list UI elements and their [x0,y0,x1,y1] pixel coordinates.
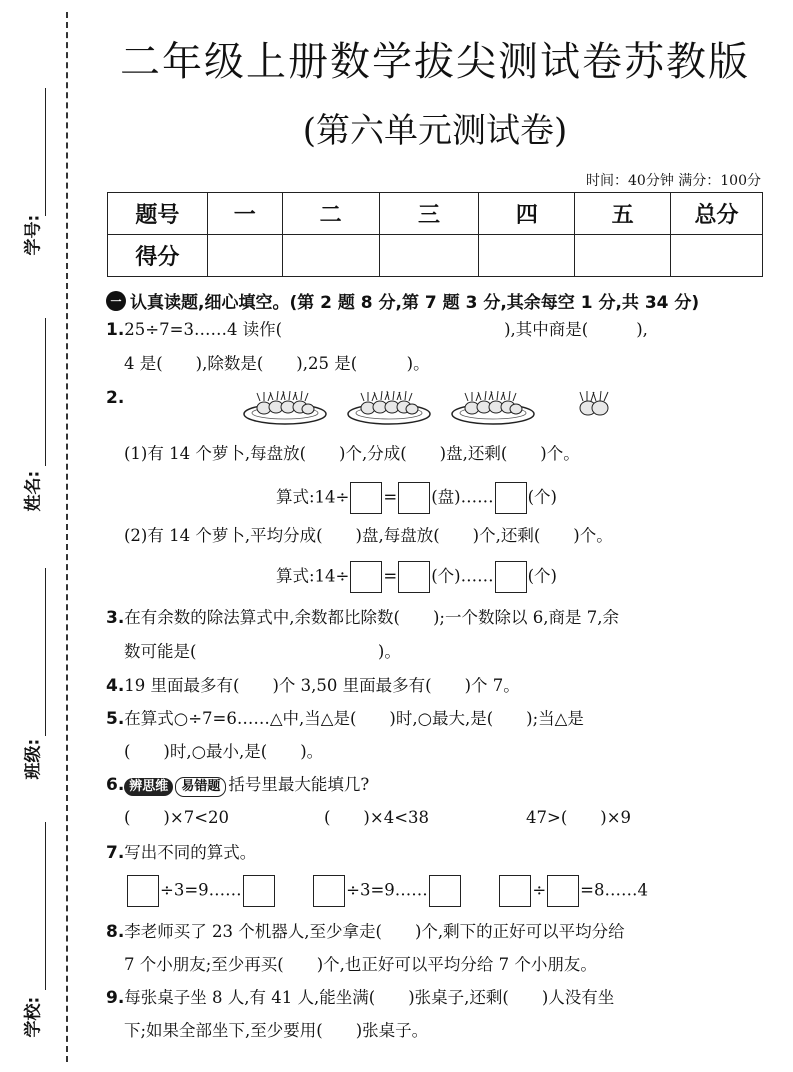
score-header-cell: 一 [207,193,282,235]
question-2-number [106,388,124,408]
question-text: 19 里面最多有( )个 3,50 里面最多有( )个 7。 [124,676,520,695]
answer-box[interactable] [547,875,579,907]
school-label: 学校: [23,996,44,1038]
binding-dashed-line [66,12,68,1062]
question-text: ), [636,320,648,339]
question-3-line-2: 数可能是( )。 [124,642,401,661]
question-number: 5. [106,709,125,729]
question-number: 4. [106,676,125,696]
section-number-badge: 一 [106,291,126,311]
answer-box[interactable] [398,482,430,514]
equation-text: ÷3=9…… [346,880,428,900]
question-5-line-2: ( )时,○最小,是( )。 [124,742,324,761]
radish-plate-icon [242,386,328,426]
equation-text: ÷ [532,880,547,900]
question-text: 李老师买了 23 个机器人,至少拿走( )个,剩下的正好可以平均分给 [124,922,625,941]
formula-text: (个)…… [431,566,494,586]
name-label: 姓名: [23,470,44,512]
question-9-line-2: 下;如果全部坐下,至少要用( )张桌子。 [124,1021,429,1040]
answer-box[interactable] [398,561,430,593]
answer-box[interactable] [127,875,159,907]
question-2-part-2: (2)有 14 个萝卜,平均分成( )盘,每盘放( )个,还剩( )个。 [124,526,613,545]
question-text: ),其中商是( [504,320,589,339]
question-number: 3. [106,608,125,628]
question-9-line-1 [106,988,614,1008]
answer-box[interactable] [495,482,527,514]
question-text: 每张桌子坐 8 人,有 41 人,能坐满( )张桌子,还剩( )人没有坐 [124,988,615,1007]
score-cell[interactable] [671,235,763,277]
answer-box[interactable] [350,561,382,593]
section-1-header [106,288,699,313]
question-6-items [124,808,631,828]
question-number: 6. [106,775,125,795]
formula-text: (盘)…… [431,487,494,507]
score-cell[interactable] [207,235,282,277]
question-number: 9. [106,988,125,1008]
answer-box[interactable] [429,875,461,907]
answer-box[interactable] [499,875,531,907]
inequality-item: ( )×7<20 [124,808,230,827]
radish-plate-icon [346,386,432,426]
score-table-header-row [108,193,763,235]
question-number: 7. [106,843,125,863]
section-1-instructions: 认真读题,细心填空。(第 2 题 8 分,第 7 题 3 分,其余每空 1 分,共 34 分) [130,293,700,313]
page-subtitle: (第六单元测试卷) [302,111,568,151]
student-id-line [45,88,46,216]
question-6 [106,775,369,797]
equation-text: =8……4 [580,880,648,900]
question-number: 8. [106,922,125,942]
question-text: 写出不同的算式。 [124,843,257,862]
score-header-cell: 题号 [108,193,208,235]
score-table [107,192,763,277]
equation-text: ÷3=9…… [160,880,242,900]
question-3-line-1 [106,608,619,628]
score-cell[interactable] [282,235,379,277]
class-label: 班级: [23,738,44,780]
score-cell[interactable] [575,235,671,277]
score-header-cell: 总分 [671,193,763,235]
thinking-tag: 辨思维 [124,778,173,796]
answer-box[interactable] [495,561,527,593]
answer-box[interactable] [243,875,275,907]
score-header-cell: 二 [282,193,379,235]
score-header-cell: 五 [575,193,671,235]
time-info: 时间：40分钟 满分：100分 [586,173,761,189]
formula-text: = [383,566,398,586]
question-number: 1. [106,320,125,340]
formula-text: 算式:14÷ [276,566,350,586]
question-text: 25÷7=3……4 读作( [124,320,283,339]
score-cell[interactable] [379,235,479,277]
score-header-cell: 四 [479,193,575,235]
answer-box[interactable] [313,875,345,907]
error-prone-tag: 易错题 [175,777,226,797]
name-line [45,318,46,466]
formula-text: (个) [527,487,557,507]
school-line [45,822,46,990]
question-1-line-1 [106,320,648,340]
score-header-cell: 三 [379,193,479,235]
radish-plate-icon [450,386,536,426]
formula-text: 算式:14÷ [276,487,350,507]
question-2-part-1: (1)有 14 个萝卜,每盘放( )个,分成( )盘,还剩( )个。 [124,444,580,463]
question-1-line-2: 4 是( ),除数是( ),25 是( )。 [124,354,430,373]
page-title: 二年级上册数学拔尖测试卷苏教版 [120,39,750,85]
question-text: 在有余数的除法算式中,余数都比除数( );一个数除以 6,商是 7,余 [124,608,619,627]
formula-text: (个) [527,566,557,586]
question-7-equations [126,875,648,907]
question-8-line-1 [106,922,625,942]
student-id-label: 学号: [23,214,44,256]
score-table-score-row [108,235,763,277]
radish-pair-icon [574,386,614,420]
score-cell[interactable] [479,235,575,277]
class-line [45,568,46,736]
question-7 [106,843,256,863]
question-5-line-1 [106,709,584,729]
inequality-item: 47>( )×9 [526,808,632,827]
formula-text: = [383,487,398,507]
answer-box[interactable] [350,482,382,514]
question-text: 括号里最大能填几? [228,775,370,794]
question-4 [106,676,520,696]
question-number: 2. [106,388,125,408]
question-2-formula-1 [276,482,557,514]
inequality-item: ( )×4<38 [324,808,430,827]
score-row-label: 得分 [108,235,208,277]
question-2-formula-2 [276,561,557,593]
question-text: 在算式○÷7=6……△中,当△是( )时,○最大,是( );当△是 [124,709,584,728]
question-8-line-2: 7 个小朋友;至少再买( )个,也正好可以平均分给 7 个小朋友。 [124,955,597,974]
